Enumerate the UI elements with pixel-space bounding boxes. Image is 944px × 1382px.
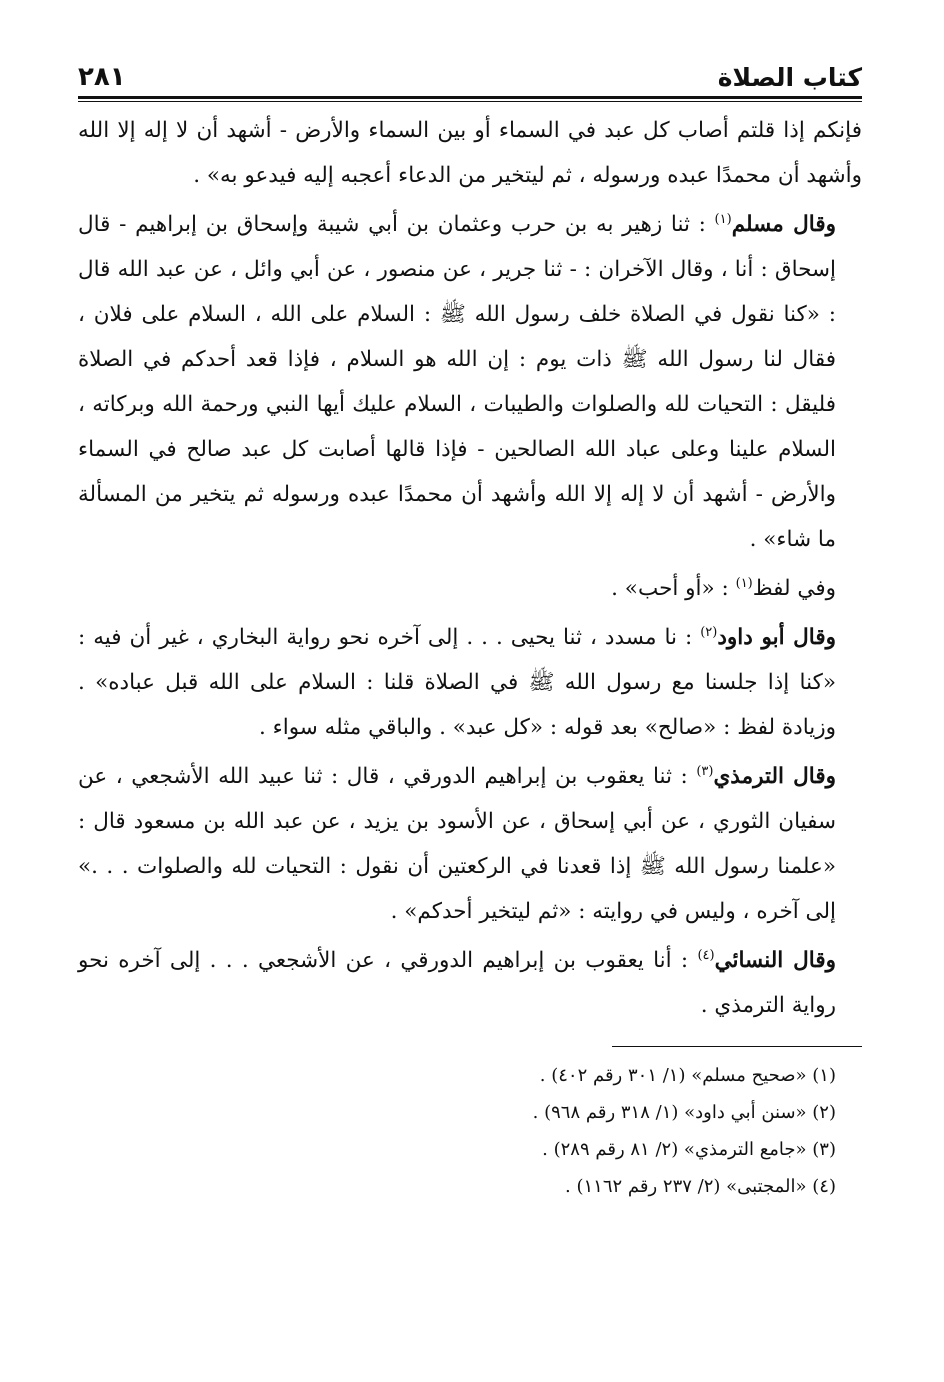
paragraph-text-before: وفي لفظ — [752, 576, 836, 601]
paragraph-text: : ثنا يعقوب بن إبراهيم الدورقي ، قال : ثنا عبيد الله الأشجعي ، عن سفيان الثوري ، عن أبي إسحاق ، عن الأسود بن يزيد ، عن عبد الله بن مسعود قال : «علمنا رسول الله ﷺ إذا قعدنا في الركعتين أن نقول : التحيات لله والصلوات . . .» إلى آخره ، وليس في روايته : «ثم ليتخير أحدكم» . — [78, 764, 836, 924]
footnotes — [78, 1057, 862, 1205]
paragraph-text: : نا مسدد ، ثنا يحيى . . . إلى آخره نحو رواية البخاري ، غير أن فيه : «كنا إذا جلسنا مع رسول الله ﷺ في الصلاة قلنا : السلام على الله قبل عباده» . وزيادة لفظ : «صالح» بعد قوله : «كل عبد» . والباقي مثله سواء . — [78, 625, 836, 740]
footnote-separator — [612, 1046, 862, 1047]
footnote-reference: (١) — [714, 211, 732, 227]
chapter-title: كتاب الصلاة — [717, 63, 862, 92]
footnote-reference: (٣) — [696, 763, 714, 779]
footnote-item: (٤) «المجتبى» (٢/ ٢٣٧ رقم ١١٦٢) . — [565, 1176, 836, 1197]
paragraph-text: فإنكم إذا قلتم أصاب كل عبد في السماء أو بين السماء والأرض - أشهد أن لا إله إلا الله وأشهد أن محمدًا عبده ورسوله ، ثم ليتخير من الدعاء أعجبه إليه فيدعو به» . — [78, 118, 862, 188]
paragraph-nasai — [78, 938, 862, 1028]
footnote-reference: (٤) — [697, 947, 715, 963]
paragraph-lead: وقال أبو داود — [717, 625, 837, 650]
paragraph-text: : ثنا زهير به بن حرب وعثمان بن أبي شيبة وإسحاق بن إبراهيم - قال إسحاق : أنا ، وقال الآخران : - ثنا جرير ، عن منصور ، عن أبي وائل ، عن عبد الله قال : «كنا نقول في الصلاة خلف رسول الله ﷺ : السلام على الله ، السلام على فلان ، فقال لنا رسول الله ﷺ ذات يوم : إن الله هو السلام ، فإذا قعد أحدكم في الصلاة فليقل : التحيات لله والصلوات والطيبات ، السلام عليك أيها النبي ورحمة الله وبركاته ، السلام علينا وعلى عباد الله الصالحين - فإذا قالها أصابت كل عبد صالح في السماء والأرض - أشهد أن لا إله إلا الله وأشهد أن محمدًا عبده ورسوله ثم يتخير من المسألة ما شاء» . — [78, 212, 836, 552]
paragraph-muslim — [78, 202, 862, 562]
paragraph-tirmidhi — [78, 754, 862, 934]
paragraph-continuation — [78, 108, 862, 198]
footnote-item: (١) «صحيح مسلم» (١/ ٣٠١ رقم ٤٠٢) . — [539, 1065, 836, 1086]
footnote-reference: (١) — [735, 575, 753, 591]
header-rule-thin — [78, 101, 862, 102]
footnote-item: (٣) «جامع الترمذي» (٢/ ٨١ رقم ٢٨٩) . — [542, 1139, 836, 1160]
paragraph-text: : «أو أحب» . — [611, 576, 729, 601]
paragraph-lead: وقال النسائي — [714, 948, 836, 973]
running-header — [78, 52, 862, 92]
paragraph-lafz — [78, 566, 862, 611]
paragraph-abu-dawud — [78, 615, 862, 750]
paragraph-text: : أنا يعقوب بن إبراهيم الدورقي ، عن الأشجعي . . . إلى آخره نحو رواية الترمذي . — [78, 948, 836, 1018]
book-page — [78, 52, 862, 1205]
page-number: ٢٨١ — [78, 62, 126, 92]
footnote-reference: (٢) — [700, 624, 718, 640]
main-text — [78, 108, 862, 1028]
paragraph-lead: وقال الترمذي — [713, 764, 836, 789]
footnote-item: (٢) «سنن أبي داود» (١/ ٣١٨ رقم ٩٦٨) . — [532, 1102, 836, 1123]
paragraph-lead: وقال مسلم — [731, 212, 836, 237]
header-rule — [78, 96, 862, 99]
